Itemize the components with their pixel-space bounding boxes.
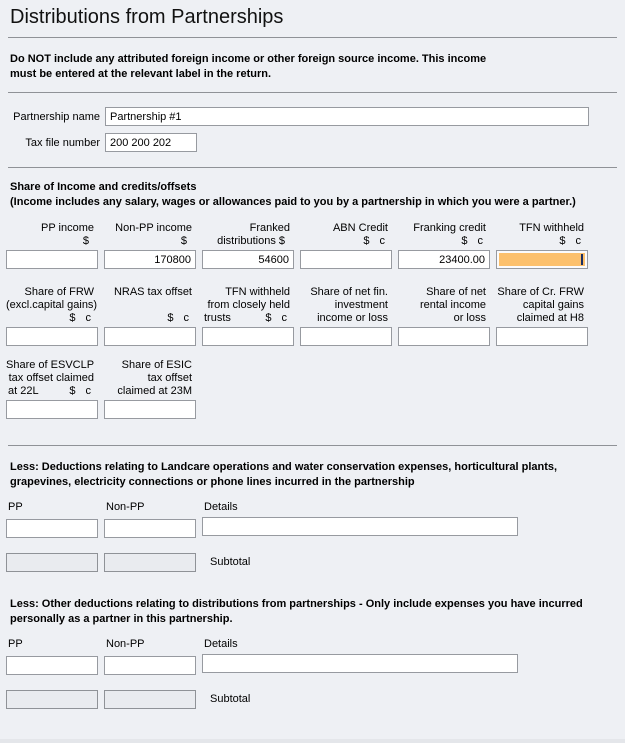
tfn-closely-held-trusts-unit: trusts $ c: [204, 312, 287, 324]
share-of-frw-unit: $ c: [69, 312, 91, 324]
franked-distributions-unit: distributions $: [217, 235, 285, 247]
other-field-row: [6, 654, 625, 675]
divider: [8, 92, 617, 93]
franked-distributions-label: Franked: [249, 222, 290, 234]
net-rental-income-input[interactable]: [398, 327, 490, 346]
pp-income-unit: $: [82, 235, 89, 247]
landcare-subtotal-label: Subtotal: [210, 555, 251, 568]
nras-tax-offset-label: NRAS tax offset: [113, 286, 192, 298]
other-subtotal-pp-field: [6, 690, 98, 709]
income-row-3: [6, 359, 625, 419]
tfn-closely-held-trusts-label: TFN withheld: [225, 286, 290, 298]
esvclp-tax-offset-unit: at 22L $ c: [8, 385, 91, 397]
landcare-field-row: [6, 517, 625, 538]
nras-tax-offset-input[interactable]: [104, 327, 196, 346]
other-subtotal-nonpp-field: [104, 690, 196, 709]
pp-income-label: PP income: [41, 222, 94, 234]
non-pp-income-column: [104, 222, 196, 269]
net-financial-investment-label: Share of net fin.: [310, 286, 388, 298]
tfn-withheld-input[interactable]: [496, 250, 588, 269]
tax-file-number-label: Tax file number: [25, 136, 100, 149]
other-pp-label: PP: [8, 638, 23, 650]
partnership-name-input[interactable]: [105, 107, 589, 126]
other-field-labels: [6, 638, 625, 650]
esvclp-tax-offset-label-2: tax offset claimed: [8, 372, 94, 384]
net-rental-income-label: Share of net: [426, 286, 486, 298]
cr-frw-capital-gains-column: [496, 286, 588, 346]
other-nonpp-input[interactable]: [104, 656, 196, 675]
other-pp-input[interactable]: [6, 656, 98, 675]
franking-credit-column: [398, 222, 490, 269]
nras-tax-offset-unit: $ c: [167, 312, 189, 324]
other-heading-line-1: Less: Other deductions relating to distributions from partnerships - Only include expenses you have incurred: [10, 598, 583, 610]
franking-credit-label: Franking credit: [413, 222, 486, 234]
landcare-subtotal-row: [6, 551, 625, 572]
franking-credit-input[interactable]: [398, 250, 490, 269]
income-row-1: [6, 222, 625, 269]
landcare-pp-input[interactable]: [6, 519, 98, 538]
other-deductions-heading: [10, 597, 625, 627]
share-of-frw-column: [6, 286, 98, 346]
income-heading-note: (Income includes any salary, wages or allowances paid to you by a partnership in which you were a partner.): [10, 196, 576, 208]
abn-credit-label: ABN Credit: [332, 222, 388, 234]
esic-tax-offset-column: [104, 359, 196, 419]
abn-credit-column: [300, 222, 392, 269]
non-pp-income-label: Non-PP income: [115, 222, 192, 234]
esic-tax-offset-label-3: claimed at 23M: [117, 385, 192, 397]
nras-tax-offset-label-2: [104, 299, 196, 312]
cr-frw-capital-gains-h8-input[interactable]: [496, 327, 588, 346]
income-section-heading: [10, 180, 625, 210]
franking-credit-unit: $ c: [461, 235, 483, 247]
other-heading-line-2: personally as a partner in this partnership.: [10, 613, 233, 625]
landcare-details-label: Details: [204, 501, 238, 513]
tfn-closely-held-trusts-label-2: from closely held: [207, 299, 290, 311]
instruction-line-2: must be entered at the relevant label in the return.: [10, 68, 272, 80]
foreign-income-instruction: [10, 52, 625, 82]
abn-credit-input[interactable]: [300, 250, 392, 269]
net-financial-investment-input[interactable]: [300, 327, 392, 346]
income-heading-text: Share of Income and credits/offsets: [10, 181, 197, 193]
other-details-input[interactable]: [202, 654, 518, 673]
franked-distributions-column: [202, 222, 294, 269]
other-subtotal-row: [6, 688, 625, 709]
tax-file-number-row: [6, 133, 625, 152]
landcare-subtotal-nonpp-field: [104, 553, 196, 572]
franked-distributions-input[interactable]: [202, 250, 294, 269]
abn-credit-unit: $ c: [363, 235, 385, 247]
window-bottom-edge: [0, 739, 625, 743]
net-financial-investment-label-2: investment: [334, 299, 388, 311]
esic-tax-offset-23m-input[interactable]: [104, 400, 196, 419]
net-financial-investment-column: [300, 286, 392, 346]
tfn-withheld-unit: $ c: [559, 235, 581, 247]
divider: [8, 167, 617, 168]
partnership-name-row: [6, 107, 625, 126]
non-pp-income-unit: $: [180, 235, 187, 247]
landcare-nonpp-input[interactable]: [104, 519, 196, 538]
divider: [8, 445, 617, 446]
net-financial-investment-label-3: income or loss: [317, 312, 388, 324]
landcare-heading-line-1: Less: Deductions relating to Landcare operations and water conservation expenses, horticultural plants,: [10, 461, 558, 473]
esic-tax-offset-label-2: tax offset: [147, 372, 192, 384]
landcare-nonpp-label: Non-PP: [106, 501, 145, 513]
tfn-withheld-column: [496, 222, 588, 269]
net-rental-income-column: [398, 286, 490, 346]
tfn-closely-held-trusts-column: [202, 286, 294, 346]
net-rental-income-label-2: rental income: [419, 299, 486, 311]
tax-file-number-input[interactable]: [105, 133, 197, 152]
share-of-frw-input[interactable]: [6, 327, 98, 346]
other-details-label: Details: [204, 638, 238, 650]
landcare-pp-label: PP: [8, 501, 23, 513]
other-subtotal-label: Subtotal: [210, 692, 251, 705]
esvclp-tax-offset-label: Share of ESVCLP: [6, 359, 95, 371]
divider: [8, 37, 617, 38]
cr-frw-capital-gains-label: Share of Cr. FRW: [497, 286, 584, 298]
other-nonpp-label: Non-PP: [106, 638, 145, 650]
income-row-2: [6, 286, 625, 346]
landcare-field-labels: [6, 501, 625, 513]
landcare-details-input[interactable]: [202, 517, 518, 536]
tfn-withheld-label: TFN withheld: [519, 222, 584, 234]
esic-tax-offset-label: Share of ESIC: [121, 359, 192, 371]
tfn-withheld-field-wrap: [496, 250, 588, 269]
landcare-heading-line-2: grapevines, electricity connections or phone lines incurred in the partnership: [10, 476, 415, 488]
instruction-line-1: Do NOT include any attributed foreign income or other foreign source income. This income: [10, 53, 487, 65]
esvclp-tax-offset-22l-input[interactable]: [6, 400, 98, 419]
pp-income-input[interactable]: [6, 250, 98, 269]
page-title: Distributions from Partnerships: [10, 6, 284, 28]
share-of-frw-label: Share of FRW: [24, 286, 94, 298]
non-pp-income-input[interactable]: [104, 250, 196, 269]
esvclp-tax-offset-column: [6, 359, 98, 419]
tfn-closely-held-trusts-input[interactable]: [202, 327, 294, 346]
net-rental-income-label-3: or loss: [453, 312, 486, 324]
share-of-frw-label-2: (excl.capital gains): [6, 299, 98, 311]
pp-income-column: [6, 222, 98, 269]
cr-frw-capital-gains-label-3: claimed at H8: [516, 312, 584, 324]
nras-tax-offset-column: [104, 286, 196, 346]
cr-frw-capital-gains-label-2: capital gains: [522, 299, 584, 311]
text-cursor: [581, 254, 583, 265]
landcare-deductions-heading: [10, 460, 625, 490]
partnership-name-label: Partnership name: [13, 110, 100, 123]
landcare-subtotal-pp-field: [6, 553, 98, 572]
